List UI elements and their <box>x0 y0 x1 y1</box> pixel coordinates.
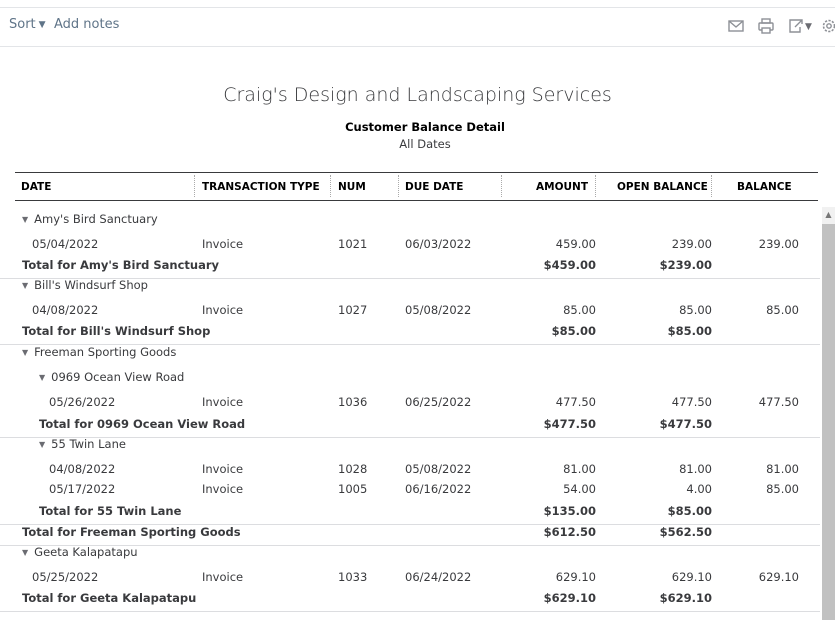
cell-amount: 459.00 <box>555 237 596 251</box>
total-label: Total for Freeman Sporting Goods <box>22 525 241 539</box>
collapse-triangle-icon[interactable]: ▼ <box>22 215 29 224</box>
column-header-num[interactable]: NUM <box>338 181 366 193</box>
group-toggle[interactable] <box>39 370 184 384</box>
report-title: Customer Balance Detail <box>345 120 505 134</box>
column-divider[interactable] <box>595 175 596 197</box>
cell-balance: 239.00 <box>758 237 799 251</box>
cell-num: 1005 <box>338 482 368 496</box>
cell-amount: 81.00 <box>563 462 596 476</box>
total-label: Total for Bill's Windsurf Shop <box>22 324 211 338</box>
company-name: Craig's Design and Landscaping Services <box>223 84 612 106</box>
total-label: Total for Geeta Kalapatapu <box>22 591 197 605</box>
total-row <box>0 591 820 612</box>
cell-balance: 477.50 <box>758 395 799 409</box>
group-label: Bill's Windsurf Shop <box>34 278 148 292</box>
sort-button[interactable] <box>9 17 46 32</box>
total-amount: $629.10 <box>543 591 596 605</box>
total-row <box>0 525 820 546</box>
column-divider[interactable] <box>711 175 712 197</box>
total-amount: $477.50 <box>543 417 596 431</box>
cell-num: 1021 <box>338 237 368 251</box>
group-toggle[interactable] <box>22 278 148 292</box>
total-amount: $459.00 <box>543 258 596 272</box>
column-header-due-date[interactable]: DUE DATE <box>405 181 464 193</box>
total-amount: $135.00 <box>543 504 596 518</box>
cell-balance: 81.00 <box>766 462 799 476</box>
cell-transaction-type: Invoice <box>202 482 244 496</box>
export-icon[interactable] <box>787 17 805 35</box>
group-label: 55 Twin Lane <box>51 437 126 451</box>
cell-transaction-type: Invoice <box>202 237 244 251</box>
collapse-triangle-icon[interactable]: ▼ <box>22 281 29 290</box>
cell-num: 1036 <box>338 395 368 409</box>
cell-balance: 629.10 <box>758 570 799 584</box>
cell-due-date: 06/25/2022 <box>405 395 472 409</box>
column-divider[interactable] <box>398 175 399 197</box>
total-row <box>0 417 820 438</box>
group-label: Amy's Bird Sanctuary <box>34 212 158 226</box>
total-row <box>0 258 820 279</box>
cell-balance: 85.00 <box>766 303 799 317</box>
group-toggle[interactable] <box>22 345 176 359</box>
collapse-triangle-icon[interactable]: ▼ <box>39 440 46 449</box>
cell-open-balance: 477.50 <box>671 395 712 409</box>
gear-icon[interactable] <box>820 17 835 35</box>
total-row <box>0 324 820 345</box>
total-open-balance: $85.00 <box>667 504 712 518</box>
cell-transaction-type: Invoice <box>202 303 244 317</box>
group-label: Geeta Kalapatapu <box>34 545 138 559</box>
cell-transaction-type: Invoice <box>202 462 244 476</box>
column-divider[interactable] <box>501 175 502 197</box>
cell-amount: 85.00 <box>563 303 596 317</box>
sort-label: Sort <box>9 17 36 32</box>
group-toggle[interactable] <box>22 212 158 226</box>
export-chevron-down-icon[interactable]: ▼ <box>805 22 812 32</box>
group-label: 0969 Ocean View Road <box>51 370 185 384</box>
collapse-triangle-icon[interactable]: ▼ <box>39 373 46 382</box>
cell-due-date: 05/08/2022 <box>405 462 472 476</box>
cell-due-date: 06/16/2022 <box>405 482 472 496</box>
cell-due-date: 06/24/2022 <box>405 570 472 584</box>
cell-date: 04/08/2022 <box>32 303 99 317</box>
scrollbar-thumb[interactable] <box>822 224 835 620</box>
cell-num: 1027 <box>338 303 368 317</box>
total-amount: $612.50 <box>543 525 596 539</box>
mail-icon[interactable] <box>727 17 745 35</box>
total-open-balance: $85.00 <box>667 324 712 338</box>
total-open-balance: $477.50 <box>659 417 712 431</box>
report-toolbar <box>0 8 835 47</box>
total-amount: $85.00 <box>551 324 596 338</box>
cell-num: 1033 <box>338 570 368 584</box>
cell-amount: 54.00 <box>563 482 596 496</box>
cell-due-date: 06/03/2022 <box>405 237 472 251</box>
cell-open-balance: 629.10 <box>671 570 712 584</box>
cell-amount: 629.10 <box>555 570 596 584</box>
column-divider[interactable] <box>330 175 331 197</box>
cell-open-balance: 239.00 <box>671 237 712 251</box>
print-icon[interactable] <box>757 17 775 35</box>
chevron-down-icon: ▼ <box>38 20 46 30</box>
cell-num: 1028 <box>338 462 368 476</box>
add-notes-button[interactable]: Add notes <box>54 17 120 32</box>
cell-date: 05/25/2022 <box>32 570 99 584</box>
total-row <box>0 504 820 525</box>
group-toggle[interactable] <box>22 545 138 559</box>
group-toggle[interactable] <box>39 437 126 451</box>
scroll-up-icon[interactable]: ▲ <box>825 210 832 219</box>
column-header-transaction-type[interactable]: TRANSACTION TYPE <box>202 181 320 193</box>
cell-date: 05/04/2022 <box>32 237 99 251</box>
cell-date: 04/08/2022 <box>49 462 116 476</box>
column-header-date[interactable]: DATE <box>21 181 52 193</box>
total-label: Total for 0969 Ocean View Road <box>39 417 246 431</box>
cell-transaction-type: Invoice <box>202 570 244 584</box>
cell-open-balance: 81.00 <box>679 462 712 476</box>
cell-date: 05/17/2022 <box>49 482 116 496</box>
cell-transaction-type: Invoice <box>202 395 244 409</box>
collapse-triangle-icon[interactable]: ▼ <box>22 548 29 557</box>
group-label: Freeman Sporting Goods <box>34 345 177 359</box>
column-header-open-balance[interactable]: OPEN BALANCE <box>617 181 708 193</box>
cell-due-date: 05/08/2022 <box>405 303 472 317</box>
cell-amount: 477.50 <box>555 395 596 409</box>
column-divider[interactable] <box>194 175 195 197</box>
column-header-balance[interactable]: BALANCE <box>737 181 792 193</box>
cell-balance: 85.00 <box>766 482 799 496</box>
cell-date: 05/26/2022 <box>49 395 116 409</box>
collapse-triangle-icon[interactable]: ▼ <box>22 348 29 357</box>
total-open-balance: $629.10 <box>659 591 712 605</box>
report-body <box>0 47 835 620</box>
cell-open-balance: 4.00 <box>686 482 712 496</box>
report-date-range: All Dates <box>399 137 451 151</box>
total-label: Total for Amy's Bird Sanctuary <box>22 258 220 272</box>
column-header-row <box>15 172 818 201</box>
total-label: Total for 55 Twin Lane <box>39 504 182 518</box>
cell-open-balance: 85.00 <box>679 303 712 317</box>
column-header-amount[interactable]: AMOUNT <box>536 181 588 193</box>
total-open-balance: $562.50 <box>659 525 712 539</box>
total-open-balance: $239.00 <box>659 258 712 272</box>
vertical-scrollbar[interactable] <box>822 207 835 620</box>
